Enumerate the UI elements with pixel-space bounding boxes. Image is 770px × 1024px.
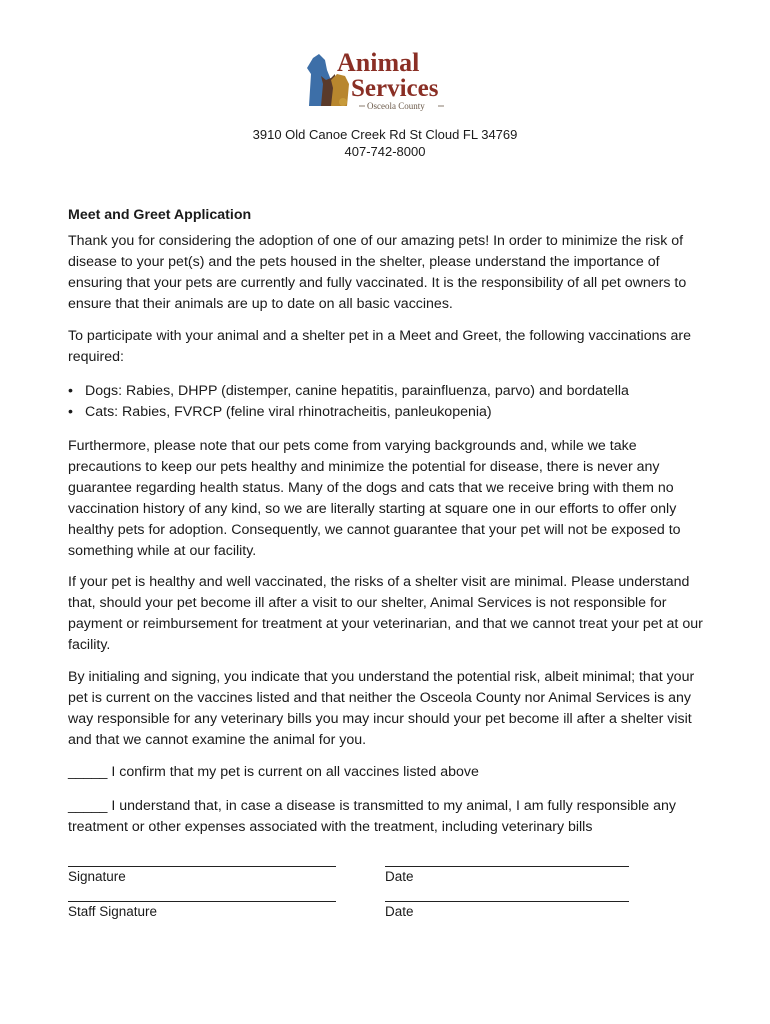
page-title: Meet and Greet Application (68, 207, 252, 223)
list-item-cats (68, 402, 708, 423)
bullet-icon: • (68, 383, 73, 399)
staff-date-label: Date (385, 904, 414, 919)
list-item-text: Dogs: Rabies, DHPP (distemper, canine hepatitis, parainfluenza, parvo) and bordatella (85, 383, 629, 399)
signature-label: Signature (68, 869, 126, 884)
list-item-dogs (68, 381, 708, 402)
initialing-paragraph: By initialing and signing, you indicate that you understand the potential risk, albeit minimal; that your pet is current on the vaccines listed and that neither the Osceola County nor Animal Services is any way responsible for any veterinary bills you may incur should your pet become ill after a shelter visit and that we cannot examine the animal for you. (68, 669, 695, 748)
staff-signature-label: Staff Signature (68, 904, 158, 919)
vaccination-list (68, 381, 708, 423)
animal-services-logo (303, 44, 467, 116)
logo-line1: Animal (337, 48, 420, 77)
logo-line2: Services (351, 75, 439, 102)
staff-date-line[interactable] (385, 901, 629, 902)
understand-initial-line[interactable]: _____ I understand that, in case a disease is transmitted to my animal, I am fully responsible any treatment or other expenses associated with the treatment, including veterinary bills (68, 798, 677, 835)
address-street: 3910 Old Canoe Creek Rd St Cloud FL 34769 (252, 127, 518, 142)
intro-paragraph: Thank you for considering the adoption of one of our amazing pets! In order to minimize the risk of disease to your pet(s) and the pets housed in the shelter, please understand the importance of ensuring that your pets are currently and fully vaccinated. It is the responsibility of all pet owners to ensure that their animals are up to date on all basic vaccines. (68, 233, 687, 312)
signature-line[interactable] (68, 866, 336, 867)
logo-tagline: Osceola County (367, 101, 425, 111)
healthy-paragraph: If your pet is healthy and well vaccinated, the risks of a shelter visit are minimal. Please understand that, should your pet become ill after a visit to our shelter, Animal Services is not responsible for payment or reimbursement for treatment at your veterinarian, and that we cannot treat your pet at our facility. (68, 574, 703, 653)
confirm-initial-line[interactable]: _____ I confirm that my pet is current on all vaccines listed above (68, 764, 479, 780)
date-label: Date (385, 869, 414, 884)
date-line[interactable] (385, 866, 629, 867)
participate-paragraph: To participate with your animal and a shelter pet in a Meet and Greet, the following vaccinations are required: (68, 328, 692, 365)
list-item-text: Cats: Rabies, FVRCP (feline viral rhinotracheitis, panleukopenia) (85, 404, 492, 420)
furthermore-paragraph: Furthermore, please note that our pets come from varying backgrounds and, while we take precautions to keep our pets healthy and minimize the potential for disease, there is never any guarantee regarding health status. Many of the dogs and cats that we receive bring with them no vaccination history of any kind, so we are literally starting at square one in our efforts to offer only healthy pets for adoption. Consequently, we cannot guarantee that your pet will not be exposed to something while at our facility. (68, 438, 681, 559)
bullet-icon: • (68, 404, 73, 420)
staff-signature-line[interactable] (68, 901, 336, 902)
address-phone: 407-742-8000 (344, 144, 426, 159)
